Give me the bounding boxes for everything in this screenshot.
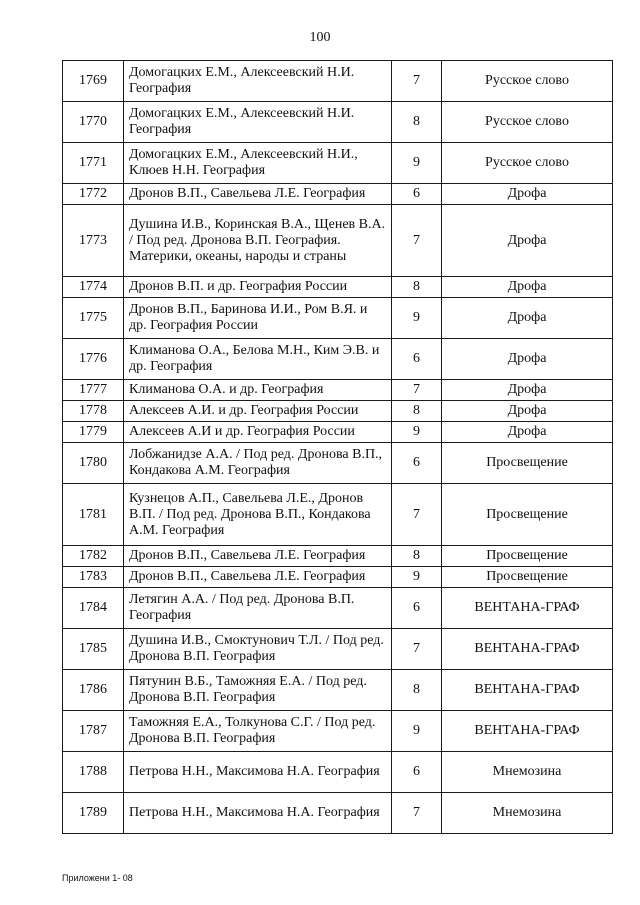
- book-title: Домогацких Е.М., Алексеевский Н.И. География: [124, 61, 392, 102]
- row-number: 1783: [63, 567, 124, 588]
- publisher: Мнемозина: [442, 752, 613, 793]
- grade: 8: [392, 670, 442, 711]
- table-row: [63, 588, 613, 629]
- publisher: Русское слово: [442, 61, 613, 102]
- table-row: [63, 401, 613, 422]
- book-title: Петрова Н.Н., Максимова Н.А. География: [124, 793, 392, 834]
- table-row: [63, 380, 613, 401]
- table-row: [63, 61, 613, 102]
- grade: 8: [392, 401, 442, 422]
- book-title: Душина И.В., Смоктунович Т.Л. / Под ред. Дронова В.П. География: [124, 629, 392, 670]
- grade: 6: [392, 339, 442, 380]
- row-number: 1778: [63, 401, 124, 422]
- page-number: 100: [309, 30, 331, 45]
- grade: 8: [392, 277, 442, 298]
- book-title: Климанова О.А., Белова М.Н., Ким Э.В. и др. География: [124, 339, 392, 380]
- publisher: Просвещение: [442, 443, 613, 484]
- book-title: Таможняя Е.А., Толкунова С.Г. / Под ред. Дронова В.П. География: [124, 711, 392, 752]
- publisher: Просвещение: [442, 546, 613, 567]
- grade: 7: [392, 629, 442, 670]
- grade: 8: [392, 546, 442, 567]
- grade: 9: [392, 567, 442, 588]
- book-title: Душина И.В., Коринская В.А., Щенев В.А. / Под ред. Дронова В.П. География. Материки, океаны, народы и страны: [124, 205, 392, 277]
- grade: 9: [392, 422, 442, 443]
- row-number: 1773: [63, 205, 124, 277]
- book-title: Алексеев А.И. и др. География России: [124, 401, 392, 422]
- table-row: [63, 484, 613, 546]
- table-row: [63, 793, 613, 834]
- publisher: Мнемозина: [442, 793, 613, 834]
- publisher: ВЕНТАНА-ГРАФ: [442, 588, 613, 629]
- table-row: [63, 567, 613, 588]
- grade: 7: [392, 380, 442, 401]
- publisher: Дрофа: [442, 184, 613, 205]
- row-number: 1785: [63, 629, 124, 670]
- book-title: Летягин А.А. / Под ред. Дронова В.П. География: [124, 588, 392, 629]
- publisher: Русское слово: [442, 102, 613, 143]
- table-row: [63, 102, 613, 143]
- table-row: [63, 546, 613, 567]
- row-number: 1775: [63, 298, 124, 339]
- row-number: 1770: [63, 102, 124, 143]
- grade: 7: [392, 205, 442, 277]
- book-title: Алексеев А.И и др. География России: [124, 422, 392, 443]
- grade: 6: [392, 443, 442, 484]
- grade: 6: [392, 588, 442, 629]
- row-number: 1784: [63, 588, 124, 629]
- book-title: Кузнецов А.П., Савельева Л.Е., Дронов В.П. / Под ред. Дронова В.П., Кондакова А.М. География: [124, 484, 392, 546]
- publisher: ВЕНТАНА-ГРАФ: [442, 711, 613, 752]
- textbook-table: [62, 60, 613, 834]
- publisher: Просвещение: [442, 484, 613, 546]
- publisher: Просвещение: [442, 567, 613, 588]
- publisher: Дрофа: [442, 205, 613, 277]
- row-number: 1771: [63, 143, 124, 184]
- grade: 6: [392, 184, 442, 205]
- row-number: 1780: [63, 443, 124, 484]
- row-number: 1786: [63, 670, 124, 711]
- publisher: Русское слово: [442, 143, 613, 184]
- table-row: [63, 277, 613, 298]
- table-row: [63, 339, 613, 380]
- table-row: [63, 443, 613, 484]
- book-title: Дронов В.П., Савельева Л.Е. География: [124, 567, 392, 588]
- book-title: Дронов В.П. и др. География России: [124, 277, 392, 298]
- book-title: Дронов В.П., Савельева Л.Е. География: [124, 546, 392, 567]
- publisher: Дрофа: [442, 298, 613, 339]
- book-title: Петрова Н.Н., Максимова Н.А. География: [124, 752, 392, 793]
- publisher: Дрофа: [442, 401, 613, 422]
- table-row: [63, 670, 613, 711]
- table-row: [63, 711, 613, 752]
- grade: 9: [392, 711, 442, 752]
- row-number: 1788: [63, 752, 124, 793]
- table-row: [63, 629, 613, 670]
- table-row: [63, 184, 613, 205]
- publisher: Дрофа: [442, 380, 613, 401]
- row-number: 1769: [63, 61, 124, 102]
- row-number: 1789: [63, 793, 124, 834]
- publisher: ВЕНТАНА-ГРАФ: [442, 629, 613, 670]
- grade: 9: [392, 298, 442, 339]
- publisher: Дрофа: [442, 339, 613, 380]
- row-number: 1774: [63, 277, 124, 298]
- row-number: 1777: [63, 380, 124, 401]
- row-number: 1787: [63, 711, 124, 752]
- row-number: 1781: [63, 484, 124, 546]
- table-row: [63, 205, 613, 277]
- book-title: Дронов В.П., Баринова И.И., Ром В.Я. и др. География России: [124, 298, 392, 339]
- book-title: Лобжанидзе А.А. / Под ред. Дронова В.П., Кондакова А.М. География: [124, 443, 392, 484]
- table-row: [63, 422, 613, 443]
- book-title: Домогацких Е.М., Алексеевский Н.И., Клюев Н.Н. География: [124, 143, 392, 184]
- table-row: [63, 143, 613, 184]
- book-title: Климанова О.А. и др. География: [124, 380, 392, 401]
- grade: 8: [392, 102, 442, 143]
- grade: 7: [392, 793, 442, 834]
- book-title: Дронов В.П., Савельева Л.Е. География: [124, 184, 392, 205]
- row-number: 1772: [63, 184, 124, 205]
- grade: 6: [392, 752, 442, 793]
- row-number: 1779: [63, 422, 124, 443]
- book-title: Пятунин В.Б., Таможняя Е.А. / Под ред. Дронова В.П. География: [124, 670, 392, 711]
- publisher: ВЕНТАНА-ГРАФ: [442, 670, 613, 711]
- grade: 7: [392, 61, 442, 102]
- grade: 9: [392, 143, 442, 184]
- row-number: 1782: [63, 546, 124, 567]
- row-number: 1776: [63, 339, 124, 380]
- publisher: Дрофа: [442, 422, 613, 443]
- table-row: [63, 298, 613, 339]
- book-title: Домогацких Е.М., Алексеевский Н.И. География: [124, 102, 392, 143]
- table-row: [63, 752, 613, 793]
- footer-note: Приложени 1- 08: [62, 873, 133, 883]
- publisher: Дрофа: [442, 277, 613, 298]
- grade: 7: [392, 484, 442, 546]
